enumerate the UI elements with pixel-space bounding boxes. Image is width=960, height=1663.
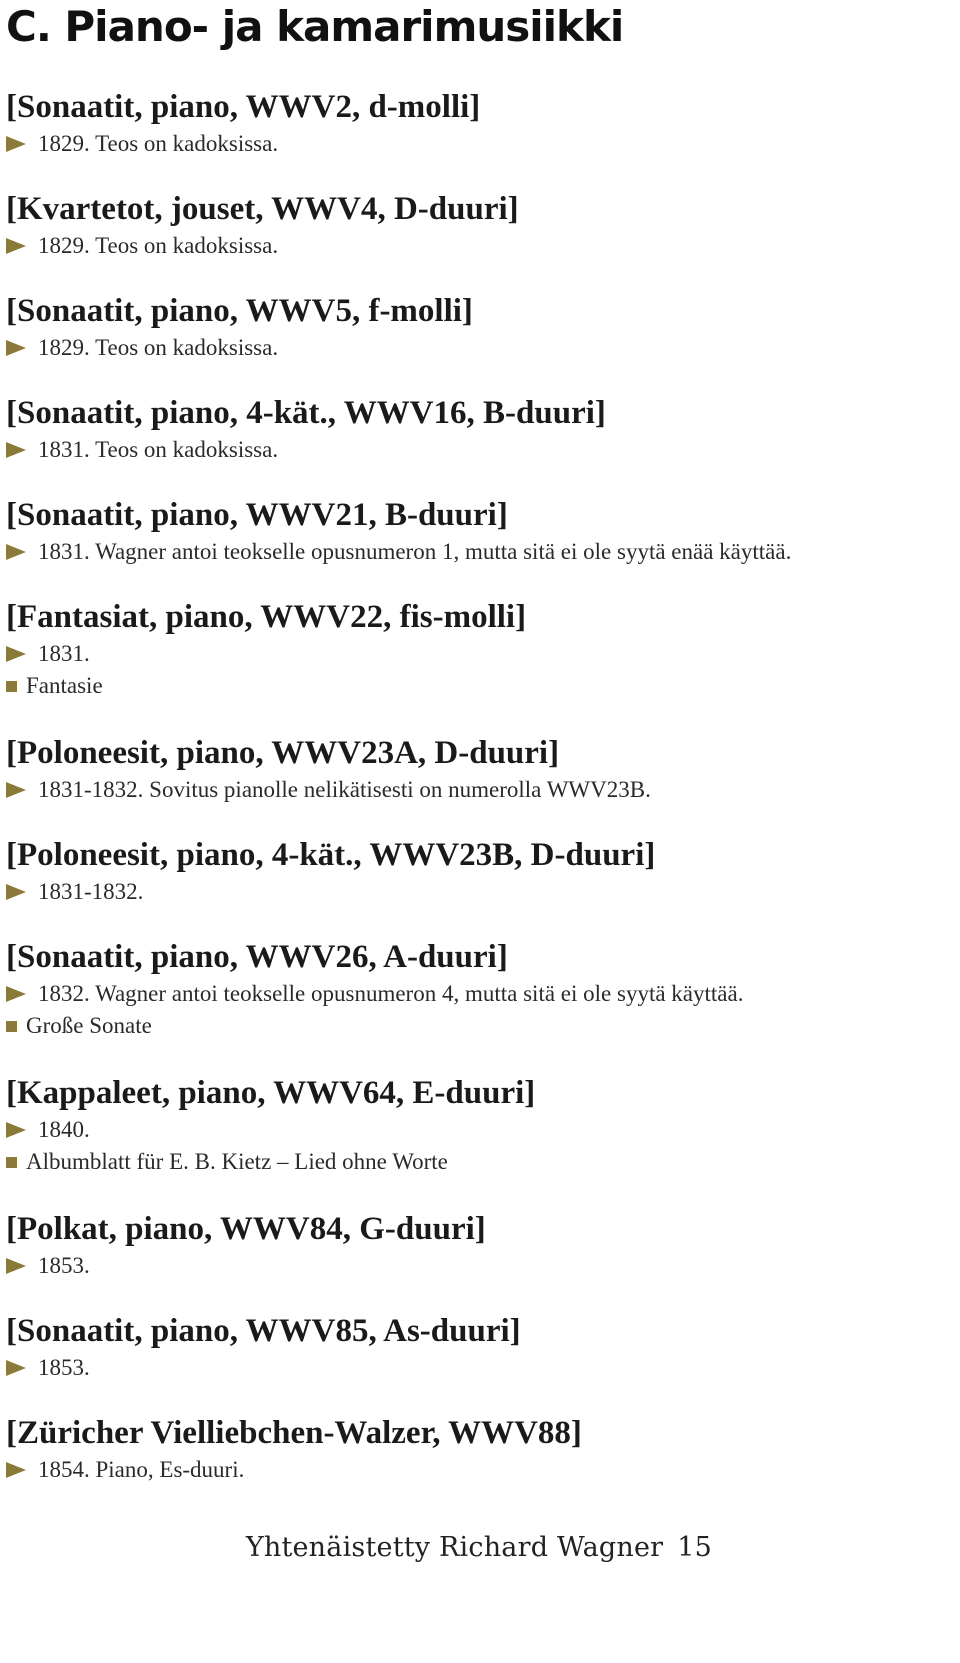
entry: [6, 1310, 951, 1384]
entry: [6, 392, 951, 466]
page-number: 15: [677, 1532, 712, 1563]
page-title: C. Piano- ja kamarimusiikki: [6, 2, 624, 51]
arrow-icon: [6, 238, 26, 254]
arrow-icon: [6, 782, 26, 798]
square-icon: [6, 681, 17, 692]
entry-heading: [Poloneesit, piano, WWV23A, D-duuri]: [6, 735, 560, 771]
entry-heading: [Züricher Vielliebchen-Walzer, WWV88]: [6, 1415, 582, 1451]
entry-heading: [Sonaatit, piano, WWV2, d-molli]: [6, 89, 481, 125]
entry-info-text: 1829. Teos on kadoksissa.: [38, 335, 279, 360]
entry: [6, 188, 951, 262]
entry: [6, 936, 951, 1042]
entry-heading: [Sonaatit, piano, WWV26, A-duuri]: [6, 939, 508, 975]
arrow-icon: [6, 1122, 26, 1138]
entry-info-text: 1831-1832. Sovitus pianolle nelikätisesti on numerolla WWV23B.: [38, 777, 651, 802]
entry-info-text: 1829. Teos on kadoksissa.: [38, 233, 279, 258]
arrow-icon: [6, 1462, 26, 1478]
entry-info-text: 1831. Teos on kadoksissa.: [38, 437, 279, 462]
entry-info-text: 1831.: [38, 641, 90, 666]
arrow-icon: [6, 442, 26, 458]
entry-info: [6, 128, 951, 160]
entry-heading: [Sonaatit, piano, WWV21, B-duuri]: [6, 497, 508, 533]
entry-info-text: 1853.: [38, 1253, 90, 1278]
entry-heading: [Sonaatit, piano, WWV5, f-molli]: [6, 293, 473, 329]
entry-alt-title-text: Fantasie: [26, 673, 103, 698]
entry-info-text: 1831-1832.: [38, 879, 144, 904]
arrow-icon: [6, 340, 26, 356]
entry-heading: [Fantasiat, piano, WWV22, fis-molli]: [6, 599, 527, 635]
entry-info-text: 1831. Wagner antoi teokselle opusnumeron 1, mutta sitä ei ole syytä enää käyttää.: [38, 539, 792, 564]
entry-info: [6, 434, 951, 466]
page-footer: [246, 1532, 712, 1563]
entry-alt-title: [6, 1010, 951, 1042]
entry-alt-title-text: Albumblatt für E. B. Kietz – Lied ohne Worte: [26, 1149, 448, 1174]
entry-info: [6, 1454, 951, 1486]
entry-alt-title: [6, 670, 951, 702]
entry-info-text: 1840.: [38, 1117, 90, 1142]
arrow-icon: [6, 136, 26, 152]
entry: [6, 596, 951, 702]
entry-heading: [Polkat, piano, WWV84, G-duuri]: [6, 1211, 486, 1247]
entry-heading: [Kvartetot, jouset, WWV4, D-duuri]: [6, 191, 519, 227]
entry: [6, 1208, 951, 1282]
arrow-icon: [6, 544, 26, 560]
entry: [6, 86, 951, 160]
entry-alt-title: [6, 1146, 951, 1178]
entry: [6, 732, 951, 806]
arrow-icon: [6, 884, 26, 900]
entry-list: [6, 86, 951, 1486]
arrow-icon: [6, 986, 26, 1002]
entry-info-text: 1829. Teos on kadoksissa.: [38, 131, 279, 156]
entry-info: [6, 876, 951, 908]
entry-alt-title-text: Große Sonate: [26, 1013, 152, 1038]
entry: [6, 494, 951, 568]
entry: [6, 1412, 951, 1486]
entry-info: [6, 978, 951, 1010]
entry-info: [6, 332, 951, 364]
arrow-icon: [6, 1360, 26, 1376]
entry-info: [6, 774, 951, 806]
entry-info: [6, 1114, 951, 1146]
arrow-icon: [6, 1258, 26, 1274]
entry-info-text: 1853.: [38, 1355, 90, 1380]
entry-info-text: 1854. Piano, Es-duuri.: [38, 1457, 245, 1482]
entry-info: [6, 638, 951, 670]
entry-heading: [Sonaatit, piano, 4-kät., WWV16, B-duuri]: [6, 395, 606, 431]
entry-info: [6, 536, 951, 568]
footer-title: Yhtenäistetty Richard Wagner: [245, 1532, 664, 1563]
entry-heading: [Poloneesit, piano, 4-kät., WWV23B, D-duuri]: [6, 837, 656, 873]
entry-heading: [Sonaatit, piano, WWV85, As-duuri]: [6, 1313, 521, 1349]
entry-heading: [Kappaleet, piano, WWV64, E-duuri]: [6, 1075, 536, 1111]
entry: [6, 1072, 951, 1178]
arrow-icon: [6, 646, 26, 662]
entry: [6, 834, 951, 908]
entry-info: [6, 1352, 951, 1384]
square-icon: [6, 1021, 17, 1032]
entry-info: [6, 230, 951, 262]
entry-info-text: 1832. Wagner antoi teokselle opusnumeron 4, mutta sitä ei ole syytä käyttää.: [38, 981, 744, 1006]
entry-info: [6, 1250, 951, 1282]
square-icon: [6, 1157, 17, 1168]
entry: [6, 290, 951, 364]
